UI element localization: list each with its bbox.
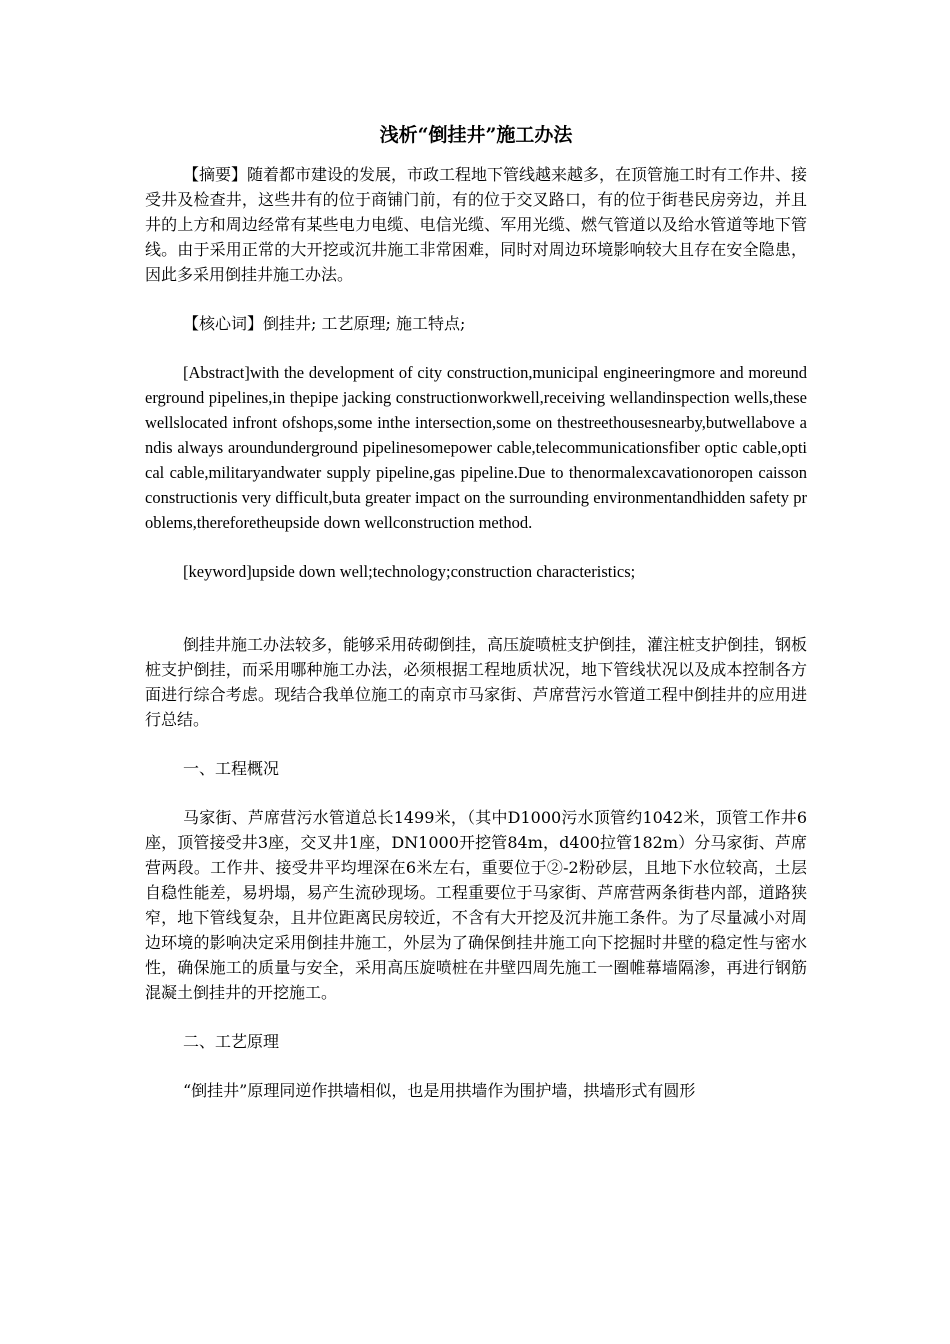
section-heading-overview: 一、工程概况 [183, 759, 280, 778]
spacer [145, 608, 807, 632]
document-page [145, 120, 807, 1127]
section-heading-principle: 二、工艺原理 [183, 1032, 280, 1051]
abstract-english: [Abstract]with the development of city construction,municipal engineeringmore and moreunderground pipelines,in thepipe jacking constructionworkwell,receiving wellandinspection wells,these wellslocated infront ofshops,some inthe intersection,some on thestreethousesnearby,butwellabove andis always aroundunderground pipelinesomepower cable,telecommunicationsfiber optic cable,optical cable,militaryandwater supply pipeline,gas pipeline.Due to thenormalexcavationoropen caisson constructionis very difficult,buta greater impact on the surrounding environmentandhidden safety problems,thereforetheupside down wellconstruction method. [145, 363, 807, 532]
keywords-chinese: 【核心词】倒挂井; 工艺原理; 施工特点; [183, 314, 466, 333]
document-title: 浅析“倒挂井”施工办法 [379, 124, 573, 146]
section-overview-body: 马家街、芦席营污水管道总长1499米，（其中D1000污水顶管约1042米，顶管工作井6座，顶管接受井3座，交叉井1座，DN1000开挖管84m，d400拉管182m）分马家街、芦席营两段。工作井、接受井平均埋深在6米左右，重要位于②-2粉砂层，且地下水位较高，土层自稳性能差，易坍塌，易产生流砂现场。工程重要位于马家街、芦席营两条街巷内部，道路狭窄，地下管线复杂，且井位距离民房较近，不含有大开挖及沉井施工条件。为了尽量减小对周边环境的影响决定采用倒挂井施工，外层为了确保倒挂井施工向下挖掘时井壁的稳定性与密水性，确保施工的质量与安全，采用高压旋喷桩在井壁四周先施工一圈帷幕墙隔渗，再进行钢筋混凝土倒挂井的开挖施工。 [145, 808, 807, 1002]
abstract-chinese: 【摘要】随着都市建设的发展，市政工程地下管线越来越多，在顶管施工时有工作井、接受井及检查井，这些井有的位于商铺门前，有的位于交叉路口，有的位于街巷民房旁边，并且井的上方和周边经常有某些电力电缆、电信光缆、军用光缆、燃气管道以及给水管道等地下管线。由于采用正常的大开挖或沉井施工非常困难，同时对周边环境影响较大且存在安全隐患，因此多采用倒挂井施工办法。 [145, 165, 808, 284]
section-principle-body: “倒挂井”原理同逆作拱墙相似，也是用拱墙作为围护墙，拱墙形式有圆形 [183, 1081, 696, 1100]
keywords-english: [keyword]upside down well;technology;construction characteristics; [183, 562, 636, 581]
intro-paragraph: 倒挂井施工办法较多，能够采用砖砌倒挂，高压旋喷桩支护倒挂，灌注桩支护倒挂，钢板桩支护倒挂，而采用哪种施工办法，必须根据工程地质状况，地下管线状况以及成本控制各方面进行综合考虑。现结合我单位施工的南京市马家街、芦席营污水管道工程中倒挂井的应用进行总结。 [145, 635, 808, 729]
